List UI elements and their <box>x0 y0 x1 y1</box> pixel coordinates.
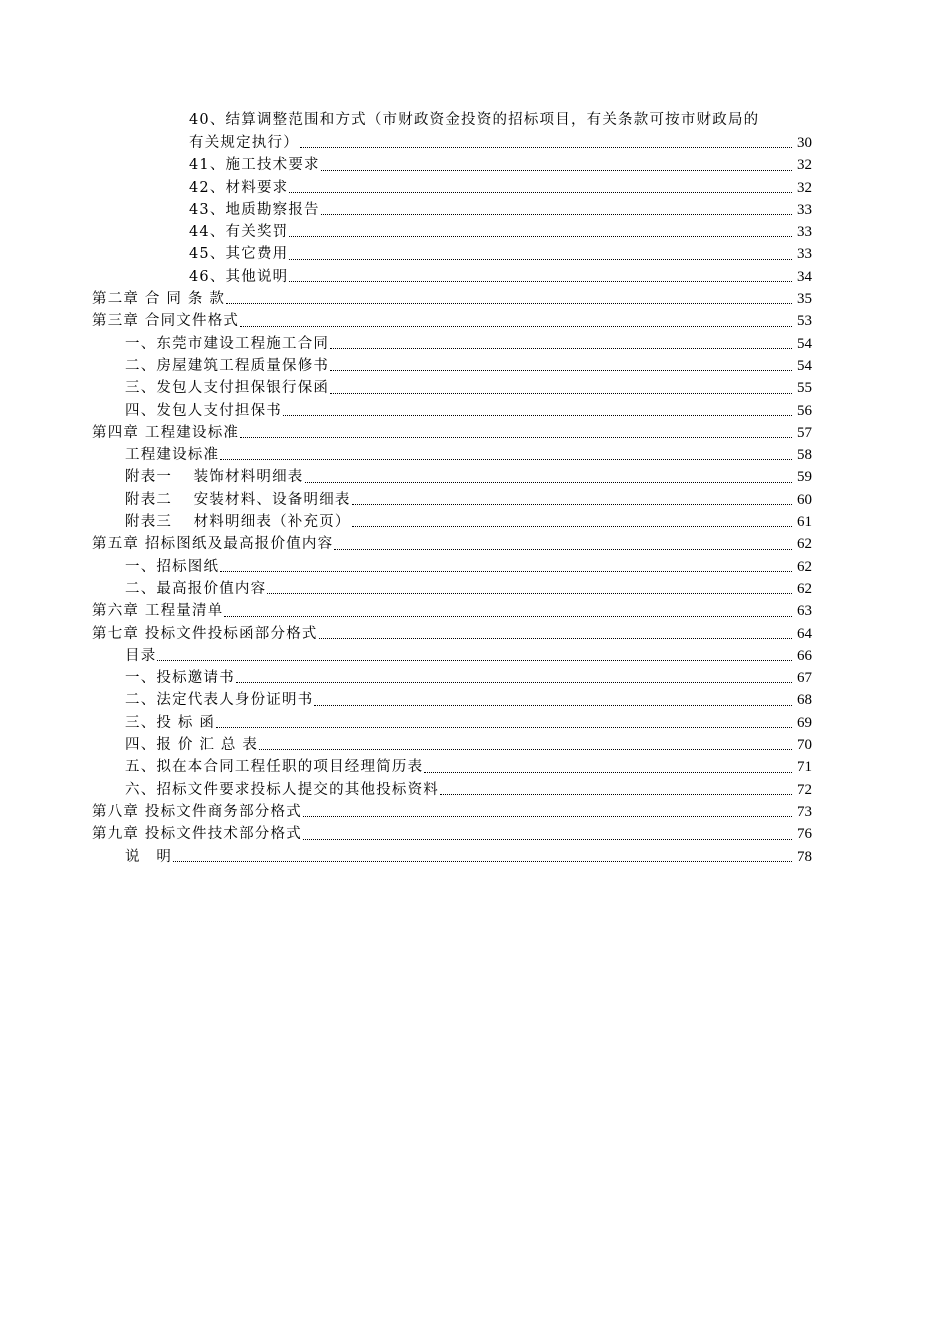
toc-entry-label: 二、最高报价值内容 <box>125 580 267 597</box>
toc-leader-dots <box>216 727 792 728</box>
toc-page-number: 68 <box>797 692 812 709</box>
toc-entry-label: 45、其它费用 <box>189 246 289 263</box>
toc-leader-dots <box>220 571 792 572</box>
toc-entry-label: 第三章 合同文件格式 <box>92 313 240 330</box>
toc-page-number: 61 <box>797 514 812 531</box>
toc-entry-label: 第八章 投标文件商务部分格式 <box>92 803 302 820</box>
toc-leader-dots <box>157 660 792 661</box>
toc-page-number: 33 <box>797 246 812 263</box>
toc-entry-label: 说 明 <box>125 848 173 865</box>
toc-entry-label: 目录 <box>125 647 157 664</box>
toc-entry[interactable] <box>92 199 812 221</box>
toc-entry-label: 附表二 安装材料、设备明细表 <box>125 491 351 508</box>
toc-leader-dots <box>330 348 792 349</box>
toc-page-number: 66 <box>797 647 812 664</box>
toc-entry-label: 四、报 价 汇 总 表 <box>125 737 259 754</box>
toc-entry-label: 一、东莞市建设工程施工合同 <box>125 335 330 352</box>
toc-leader-dots <box>330 393 792 394</box>
toc-page-number: 33 <box>797 224 812 241</box>
toc-leader-dots <box>267 593 792 594</box>
toc-entry-label: 第五章 招标图纸及最高报价值内容 <box>92 536 334 553</box>
toc-leader-dots <box>314 705 792 706</box>
toc-entry[interactable] <box>92 645 812 667</box>
toc-leader-dots <box>300 147 792 148</box>
toc-chapter[interactable] <box>92 422 812 444</box>
toc-leader-dots <box>259 749 792 750</box>
toc-entry[interactable] <box>92 444 812 466</box>
toc-entry-label: 41、施工技术要求 <box>189 157 320 174</box>
toc-entry-label: 一、投标邀请书 <box>125 670 235 687</box>
toc-page-number: 55 <box>797 380 812 397</box>
toc-page-number: 72 <box>797 781 812 798</box>
toc-entry-label: 二、房屋建筑工程质量保修书 <box>125 357 330 374</box>
toc-entry[interactable] <box>92 489 812 511</box>
toc-entry[interactable] <box>92 779 812 801</box>
toc-page-number: 33 <box>797 201 812 218</box>
toc-leader-dots <box>330 370 792 371</box>
toc-chapter[interactable] <box>92 623 812 645</box>
toc-leader-dots <box>321 170 792 171</box>
toc-page-number: 71 <box>797 759 812 776</box>
toc-entry[interactable] <box>92 734 812 756</box>
toc-leader-dots <box>289 281 792 282</box>
toc-page-number: 73 <box>797 803 812 820</box>
toc-entry-label: 附表一 装饰材料明细表 <box>125 469 304 486</box>
toc-entry-label: 第七章 投标文件投标函部分格式 <box>92 625 318 642</box>
toc-page-number: 56 <box>797 402 812 419</box>
toc-page-number: 62 <box>797 558 812 575</box>
toc-page-number: 59 <box>797 469 812 486</box>
toc-entry[interactable] <box>92 355 812 377</box>
toc-page-number: 60 <box>797 491 812 508</box>
toc-entry-label: 43、地质勘察报告 <box>189 201 320 218</box>
toc-entry-label: 三、投 标 函 <box>125 714 216 731</box>
toc-chapter[interactable] <box>92 310 812 332</box>
toc-page-number: 63 <box>797 603 812 620</box>
toc-chapter[interactable] <box>92 288 812 310</box>
toc-leader-dots <box>289 236 792 237</box>
toc-entry[interactable] <box>92 400 812 422</box>
toc-entry-40[interactable] <box>92 132 812 154</box>
toc-leader-dots <box>283 415 792 416</box>
toc-chapter[interactable] <box>92 533 812 555</box>
toc-page-number: 57 <box>797 424 812 441</box>
toc-page-number: 78 <box>797 848 812 865</box>
toc-leader-dots <box>352 526 792 527</box>
toc-leader-dots <box>303 816 792 817</box>
toc-leader-dots <box>240 326 792 327</box>
toc-page-number: 35 <box>797 291 812 308</box>
toc-chapter[interactable] <box>92 823 812 845</box>
toc-entry[interactable] <box>92 243 812 265</box>
toc-entry-label: 五、拟在本合同工程任职的项目经理简历表 <box>125 759 424 776</box>
toc-entry-label: 44、有关奖罚 <box>189 224 289 241</box>
toc-entry[interactable] <box>92 756 812 778</box>
toc-leader-dots <box>321 214 792 215</box>
toc-entry-label: 四、发包人支付担保书 <box>125 402 282 419</box>
toc-entry-label: 一、招标图纸 <box>125 558 220 575</box>
toc-entry-label: 第四章 工程建设标准 <box>92 424 240 441</box>
table-of-contents <box>92 108 812 868</box>
toc-entry-label: 三、发包人支付担保银行保函 <box>125 380 330 397</box>
toc-page-number: 53 <box>797 313 812 330</box>
toc-leader-dots <box>236 682 792 683</box>
toc-leader-dots <box>173 861 792 862</box>
toc-leader-dots <box>352 504 792 505</box>
toc-entry[interactable] <box>92 712 812 734</box>
toc-entry-label: 第二章 合 同 条 款 <box>92 291 226 308</box>
toc-leader-dots <box>289 192 792 193</box>
toc-entry[interactable] <box>92 154 812 176</box>
toc-entry-label: 附表三 材料明细表（补充页） <box>125 514 351 531</box>
toc-entry[interactable] <box>92 667 812 689</box>
toc-leader-dots <box>440 794 792 795</box>
toc-entry[interactable] <box>92 466 812 488</box>
toc-entry-label: 46、其他说明 <box>189 268 289 285</box>
toc-leader-dots <box>226 303 792 304</box>
toc-page-number: 76 <box>797 826 812 843</box>
toc-entry[interactable] <box>92 377 812 399</box>
toc-page-number: 32 <box>797 179 812 196</box>
toc-page-number: 32 <box>797 157 812 174</box>
toc-entry-label: 42、材料要求 <box>189 179 289 196</box>
toc-page-number: 70 <box>797 737 812 754</box>
toc-leader-dots <box>240 437 792 438</box>
toc-entry-label: 有关规定执行） <box>189 135 299 151</box>
toc-entry[interactable] <box>92 578 812 600</box>
toc-chapter[interactable] <box>92 600 812 622</box>
toc-page-number: 69 <box>797 714 812 731</box>
toc-leader-dots <box>303 839 792 840</box>
toc-leader-dots <box>424 772 792 773</box>
toc-page-number: 62 <box>797 580 812 597</box>
toc-page-number: 67 <box>797 670 812 687</box>
toc-entry-label: 六、招标文件要求投标人提交的其他投标资料 <box>125 781 439 798</box>
toc-leader-dots <box>289 259 792 260</box>
toc-entry-label: 二、法定代表人身份证明书 <box>125 692 314 709</box>
toc-entry[interactable] <box>92 221 812 243</box>
toc-page-number: 34 <box>797 268 812 285</box>
toc-entry[interactable] <box>92 177 812 199</box>
toc-entry[interactable] <box>92 556 812 578</box>
toc-page-number: 62 <box>797 536 812 553</box>
toc-leader-dots <box>220 459 792 460</box>
toc-entry[interactable] <box>92 266 812 288</box>
toc-entry-label: 工程建设标准 <box>125 447 220 464</box>
toc-entry-label: 第九章 投标文件技术部分格式 <box>92 826 302 843</box>
toc-entry-40-line1: 40、结算调整范围和方式（市财政资金投资的招标项目，有关条款可按市财政局的 <box>189 112 760 128</box>
toc-entry-label: 第六章 工程量清单 <box>92 603 224 620</box>
toc-entry[interactable] <box>92 333 812 355</box>
toc-entry[interactable] <box>92 689 812 711</box>
toc-page-number: 64 <box>797 625 812 642</box>
toc-leader-dots <box>305 482 792 483</box>
toc-page-number: 58 <box>797 447 812 464</box>
toc-entry[interactable] <box>92 846 812 868</box>
toc-leader-dots <box>224 616 792 617</box>
toc-entry[interactable] <box>92 511 812 533</box>
toc-chapter[interactable] <box>92 801 812 823</box>
toc-page-number: 30 <box>797 135 812 151</box>
toc-leader-dots <box>334 549 792 550</box>
toc-leader-dots <box>319 638 792 639</box>
toc-page-number: 54 <box>797 335 812 352</box>
toc-page-number: 54 <box>797 357 812 374</box>
